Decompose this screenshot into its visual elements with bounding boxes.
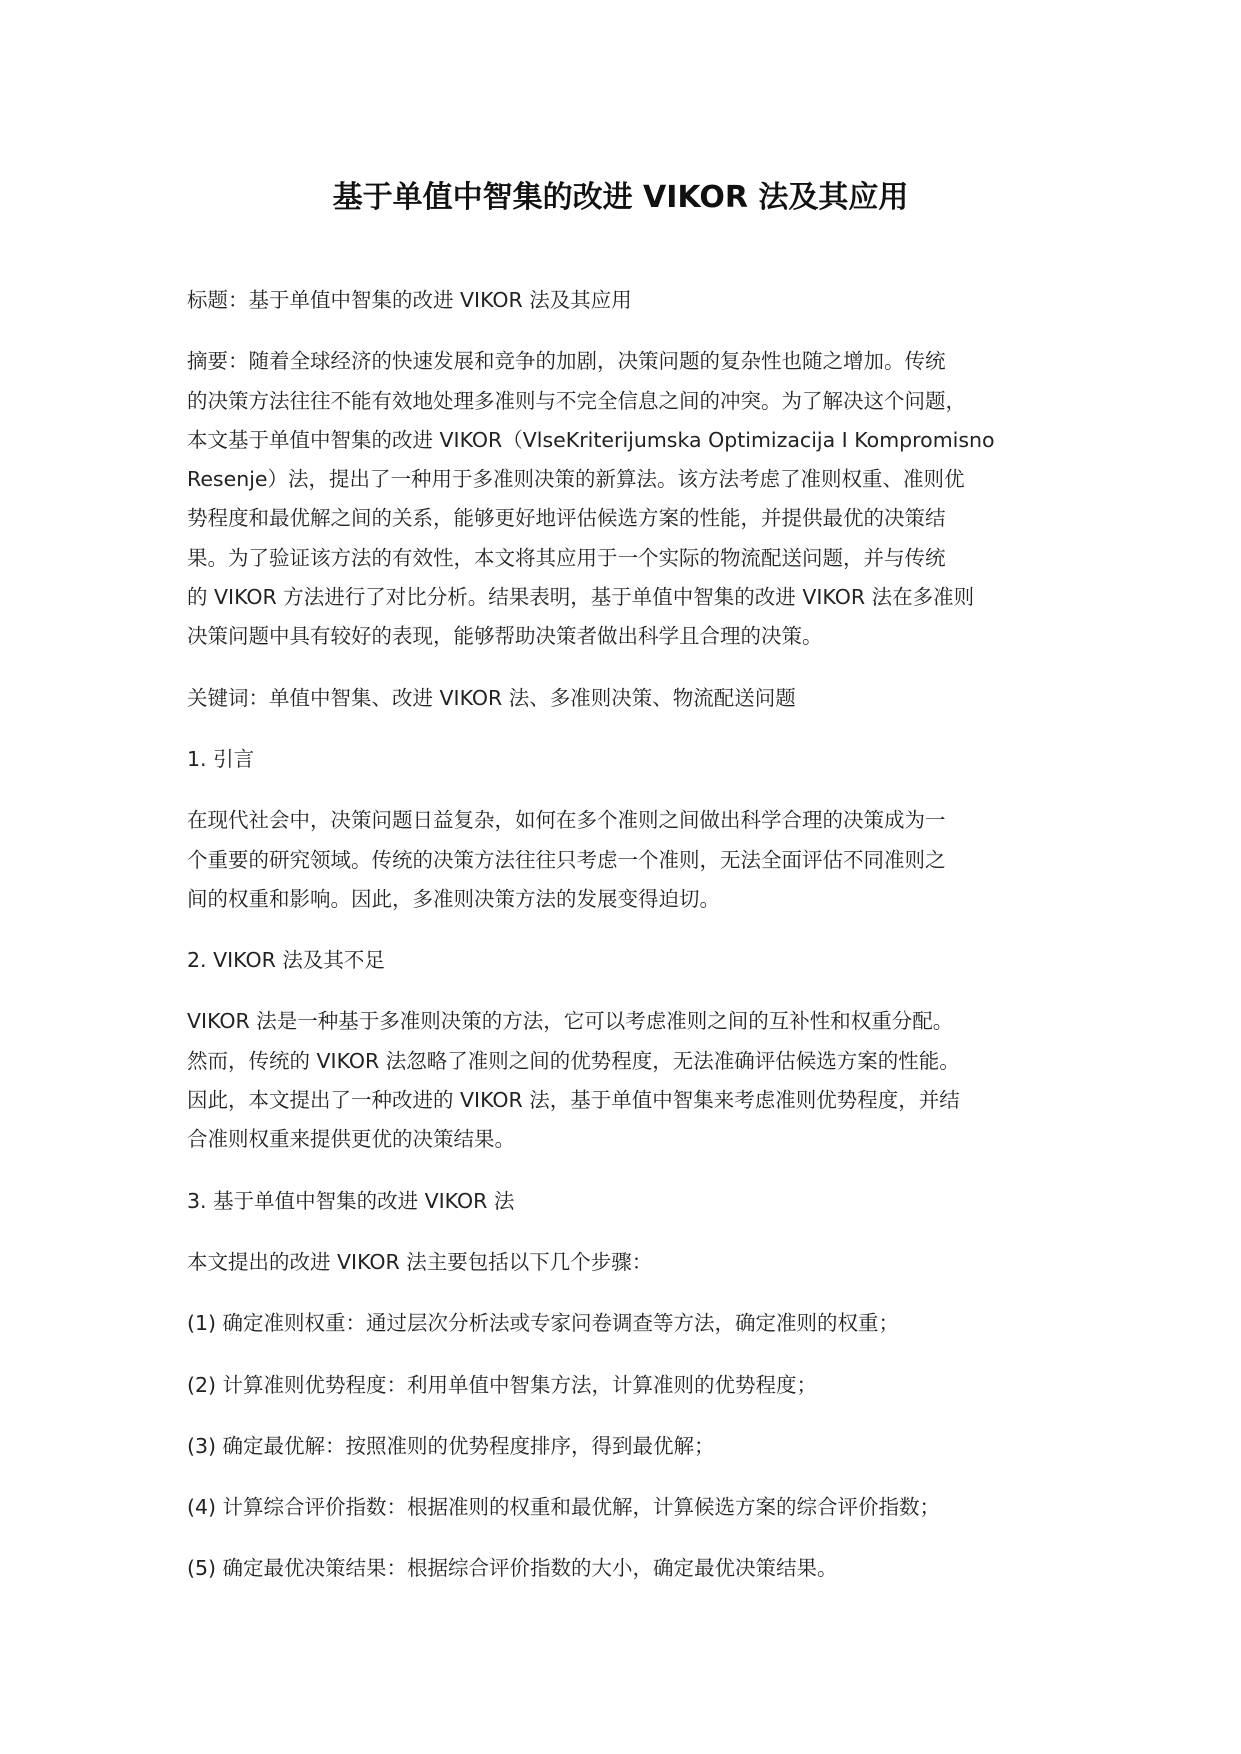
text-line: 个重要的研究领域。传统的决策方法往往只考虑一个准则，无法全面评估不同准则之 bbox=[187, 847, 946, 872]
text-line: 摘要：随着全球经济的快速发展和竞争的加剧，决策问题的复杂性也随之增加。传统 bbox=[187, 349, 946, 374]
section-heading bbox=[187, 941, 1067, 980]
document-body bbox=[187, 281, 1067, 1611]
text-line: 因此，本文提出了一种改进的 VIKOR 法，基于单值中智集来考虑准则优势程度，并结 bbox=[187, 1088, 960, 1113]
text-line: (2) 计算准则优势程度：利用单值中智集方法，计算准则的优势程度； bbox=[187, 1372, 818, 1397]
text-line: (1) 确定准则权重：通过层次分析法或专家问卷调查等方法，确定准则的权重； bbox=[187, 1311, 900, 1336]
text-line: 的 VIKOR 方法进行了对比分析。结果表明，基于单值中智集的改进 VIKOR 法在多准则 bbox=[187, 585, 975, 610]
step-item bbox=[187, 1366, 1067, 1405]
abstract-paragraph bbox=[187, 342, 1067, 656]
step-item bbox=[187, 1427, 1067, 1466]
step-item bbox=[187, 1549, 1067, 1588]
text-line: 合准则权重来提供更优的决策结果。 bbox=[187, 1127, 515, 1152]
text-line: 关键词：单值中智集、改进 VIKOR 法、多准则决策、物流配送问题 bbox=[187, 685, 796, 710]
text-line: 2. VIKOR 法及其不足 bbox=[187, 948, 385, 973]
step-item bbox=[187, 1304, 1067, 1343]
text-line: 标题：基于单值中智集的改进 VIKOR 法及其应用 bbox=[187, 288, 632, 312]
text-line: 果。为了验证该方法的有效性，本文将其应用于一个实际的物流配送问题，并与传统 bbox=[187, 545, 946, 570]
document-title: 基于单值中智集的改进 VIKOR 法及其应用 bbox=[332, 180, 909, 215]
title-line bbox=[187, 281, 1067, 320]
text-line: 决策问题中具有较好的表现，能够帮助决策者做出科学且合理的决策。 bbox=[187, 624, 823, 649]
section-paragraph bbox=[187, 1002, 1067, 1159]
section-paragraph bbox=[187, 1243, 1067, 1282]
text-line: 本文基于单值中智集的改进 VIKOR（VlseKriterijumska Optimizacija I Kompromisno bbox=[187, 427, 995, 452]
text-line: 在现代社会中，决策问题日益复杂，如何在多个准则之间做出科学合理的决策成为一 bbox=[187, 808, 946, 833]
text-line: Resenje）法，提出了一种用于多准则决策的新算法。该方法考虑了准则权重、准则优 bbox=[187, 467, 965, 492]
step-item bbox=[187, 1488, 1067, 1527]
text-line: 本文提出的改进 VIKOR 法主要包括以下几个步骤： bbox=[187, 1249, 653, 1274]
keywords-line bbox=[187, 679, 1067, 718]
text-line: (5) 确定最优决策结果：根据综合评价指数的大小，确定最优决策结果。 bbox=[187, 1556, 838, 1581]
text-line: 间的权重和影响。因此，多准则决策方法的发展变得迫切。 bbox=[187, 886, 720, 911]
text-line: 势程度和最优解之间的关系，能够更好地评估候选方案的性能，并提供最优的决策结 bbox=[187, 506, 946, 531]
text-line: 3. 基于单值中智集的改进 VIKOR 法 bbox=[187, 1188, 515, 1213]
text-line: (4) 计算综合评价指数：根据准则的权重和最优解，计算候选方案的综合评价指数； bbox=[187, 1495, 941, 1520]
text-line: VIKOR 法是一种基于多准则决策的方法，它可以考虑准则之间的互补性和权重分配。 bbox=[187, 1009, 954, 1034]
text-line: 的决策方法往往不能有效地处理多准则与不完全信息之间的冲突。为了解决这个问题， bbox=[187, 388, 966, 413]
section-heading bbox=[187, 1182, 1067, 1221]
section-heading bbox=[187, 740, 1067, 779]
section-paragraph bbox=[187, 801, 1067, 919]
text-line: 然而，传统的 VIKOR 法忽略了准则之间的优势程度，无法准确评估候选方案的性能。 bbox=[187, 1048, 960, 1073]
text-line: (3) 确定最优解：按照准则的优势程度排序，得到最优解； bbox=[187, 1433, 715, 1458]
text-line: 1. 引言 bbox=[187, 746, 255, 771]
